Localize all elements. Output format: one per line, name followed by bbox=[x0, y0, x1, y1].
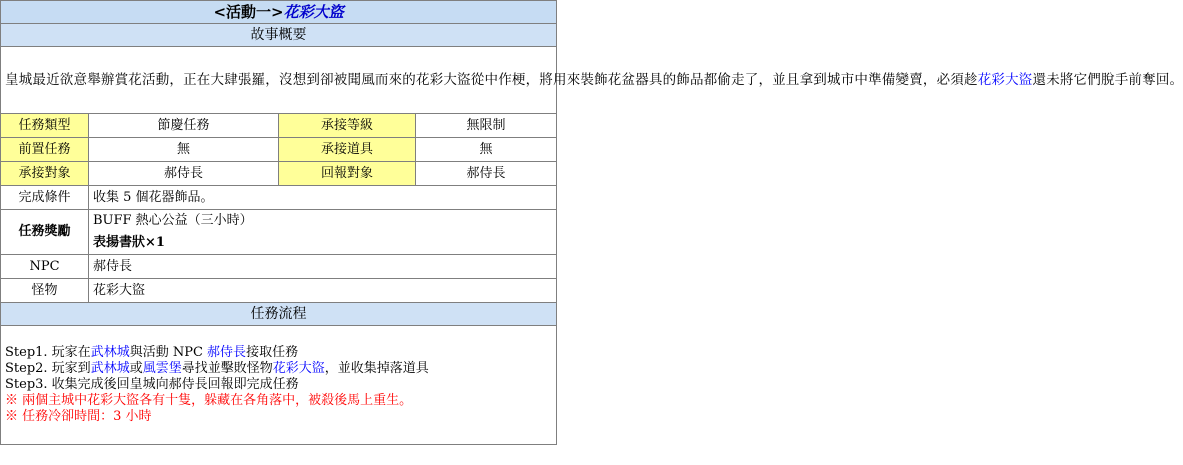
step2-text-c: 尋找並擊敗怪物 bbox=[181, 361, 273, 376]
info-row-type bbox=[1, 114, 557, 138]
story-header: 故事概要 bbox=[1, 24, 557, 47]
story-header-row bbox=[1, 24, 557, 47]
pre-label: 前置任務 bbox=[1, 138, 89, 162]
story-end: 還未將它們脫手前奪回。 bbox=[1032, 72, 1183, 88]
reward-label: 任務獎勵 bbox=[1, 210, 89, 255]
story-row bbox=[1, 47, 557, 114]
level-value: 無限制 bbox=[416, 114, 557, 138]
target-value: 郝侍長 bbox=[89, 162, 279, 186]
step2-text-d: ，並收集掉落道具 bbox=[324, 361, 429, 376]
flow-header-row bbox=[1, 303, 557, 326]
type-label: 任務類型 bbox=[1, 114, 89, 138]
event-prefix: <活動一> bbox=[213, 3, 284, 21]
title-row bbox=[1, 1, 557, 24]
flow-steps bbox=[1, 326, 557, 445]
step1-text-b: 與活動 NPC bbox=[129, 345, 208, 360]
note-1: ※ 兩個主城中花彩大盜各有十隻，躲藏在各角落中，被殺後馬上重生。 bbox=[5, 393, 413, 408]
step1-text-c: 接取任務 bbox=[246, 345, 299, 360]
cond-label: 完成條件 bbox=[1, 186, 89, 210]
cond-value: 收集 5 個花器飾品。 bbox=[89, 186, 557, 210]
info-row-target bbox=[1, 162, 557, 186]
info-row-pre bbox=[1, 138, 557, 162]
quest-title bbox=[1, 1, 557, 24]
step2-monster: 花彩大盜 bbox=[272, 361, 325, 376]
pre-value: 無 bbox=[89, 138, 279, 162]
item-value: 無 bbox=[416, 138, 557, 162]
note-2: ※ 任務冷卻時間：3 小時 bbox=[5, 409, 152, 424]
reward-buff: BUFF 熱心公益（三小時） bbox=[93, 213, 253, 228]
step2-text-b: 或 bbox=[129, 361, 143, 376]
step1-npc: 郝侍長 bbox=[207, 345, 247, 360]
info-row-npc bbox=[1, 255, 557, 279]
story-thief-name: 花彩大盜 bbox=[977, 72, 1033, 88]
event-name: 花彩大盜 bbox=[283, 3, 344, 21]
step-2 bbox=[5, 361, 552, 377]
step-1 bbox=[5, 345, 552, 361]
return-value: 郝侍長 bbox=[416, 162, 557, 186]
monster-value: 花彩大盜 bbox=[89, 279, 557, 303]
story-body: 皇城最近欲意舉辦賞花活動，正在大肆張羅，沒想到卻被聞風而來的花彩大盜從中作梗，將用來裝飾花盆器具的飾品都偷走了，並且拿到城市中準備變賣，必須趁 bbox=[5, 72, 978, 88]
npc-value: 郝侍長 bbox=[89, 255, 557, 279]
info-row-condition bbox=[1, 186, 557, 210]
step1-city: 武林城 bbox=[90, 345, 130, 360]
level-label: 承接等級 bbox=[279, 114, 416, 138]
step-3: Step3. 收集完成後回皇城向郝侍長回報即完成任務 bbox=[5, 377, 299, 392]
step2-city2: 風雲堡 bbox=[142, 361, 182, 376]
monster-label: 怪物 bbox=[1, 279, 89, 303]
npc-label: NPC bbox=[1, 255, 89, 279]
target-label: 承接對象 bbox=[1, 162, 89, 186]
item-label: 承接道具 bbox=[279, 138, 416, 162]
type-value: 節慶任務 bbox=[89, 114, 279, 138]
step1-text-a: Step1. 玩家在 bbox=[5, 345, 91, 360]
step2-city1: 武林城 bbox=[90, 361, 130, 376]
step2-text-a: Step2. 玩家到 bbox=[5, 361, 91, 376]
info-row-reward bbox=[1, 210, 557, 255]
flow-row bbox=[1, 326, 557, 445]
reward-item: 表揚書狀×1 bbox=[93, 235, 165, 250]
story-text bbox=[1, 47, 1183, 114]
flow-header: 任務流程 bbox=[1, 303, 557, 326]
return-label: 回報對象 bbox=[279, 162, 416, 186]
info-row-monster bbox=[1, 279, 557, 303]
reward-value bbox=[89, 210, 557, 255]
